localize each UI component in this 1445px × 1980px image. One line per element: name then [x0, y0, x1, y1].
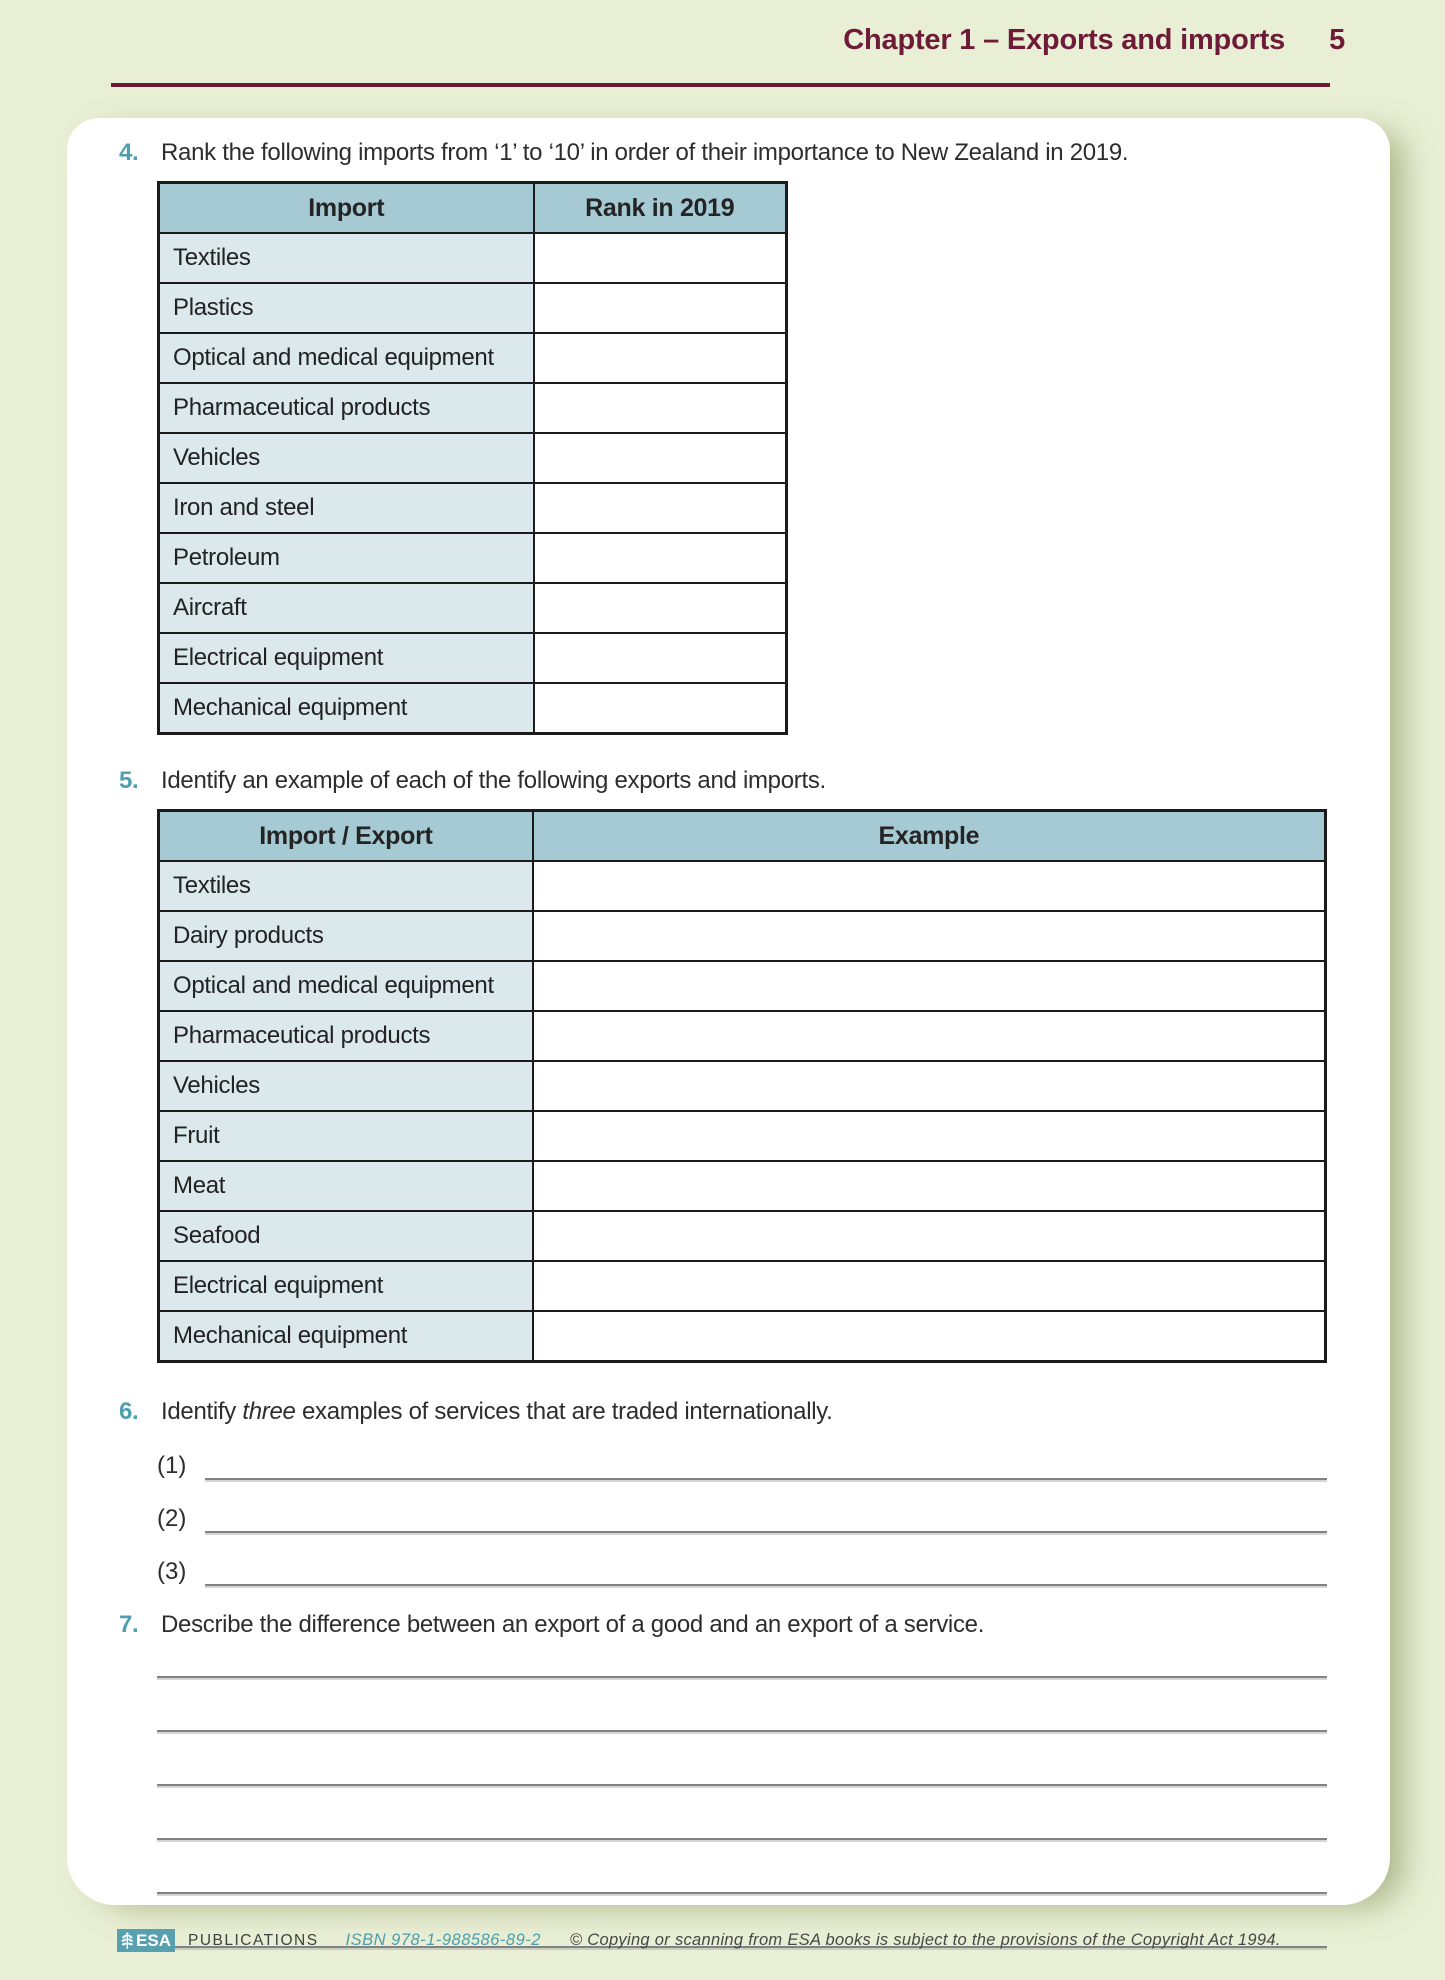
- item-label-cell: Textiles: [159, 861, 533, 911]
- imports-rank-table: [157, 181, 788, 735]
- table-row: [159, 911, 1326, 961]
- answer-row-1: [157, 1450, 1327, 1480]
- column-header-import-export: Import / Export: [159, 811, 533, 862]
- import-label-cell: Pharmaceutical products: [159, 383, 534, 433]
- answer-line: [205, 1554, 1327, 1586]
- example-answer-cell: [533, 1261, 1326, 1311]
- answer-label: (2): [157, 1505, 187, 1532]
- table-row: [159, 333, 787, 383]
- item-label-cell: Vehicles: [159, 1061, 533, 1111]
- import-export-example-table: [157, 809, 1327, 1363]
- fern-icon: [121, 1932, 134, 1949]
- question-5-number: 5.: [119, 767, 139, 794]
- example-answer-cell: [533, 961, 1326, 1011]
- import-label-cell: Plastics: [159, 283, 534, 333]
- example-answer-cell: [533, 1061, 1326, 1111]
- question-7: [119, 1610, 1327, 1640]
- rank-answer-cell: [534, 583, 787, 633]
- esa-logo-text: ESA: [136, 1930, 171, 1950]
- example-answer-cell: [533, 1161, 1326, 1211]
- import-label-cell: Optical and medical equipment: [159, 333, 534, 383]
- table-row: [159, 961, 1326, 1011]
- table-row: [159, 433, 787, 483]
- item-label-cell: Seafood: [159, 1211, 533, 1261]
- page-footer: [117, 1929, 1281, 1952]
- table-row: [159, 683, 787, 734]
- column-header-rank: Rank in 2019: [534, 183, 787, 234]
- table-header-row: [159, 811, 1326, 862]
- example-answer-cell: [533, 911, 1326, 961]
- answer-row-3: [157, 1556, 1327, 1586]
- rank-answer-cell: [534, 383, 787, 433]
- table-row: [159, 1061, 1326, 1111]
- example-answer-cell: [533, 1211, 1326, 1261]
- question-6-number: 6.: [119, 1398, 139, 1425]
- answer-label: (1): [157, 1452, 187, 1479]
- table-row: [159, 1161, 1326, 1211]
- item-label-cell: Mechanical equipment: [159, 1311, 533, 1362]
- table-row: [159, 533, 787, 583]
- table-row: [159, 1211, 1326, 1261]
- import-label-cell: Iron and steel: [159, 483, 534, 533]
- table-row: [159, 1261, 1326, 1311]
- item-label-cell: Fruit: [159, 1111, 533, 1161]
- item-label-cell: Pharmaceutical products: [159, 1011, 533, 1061]
- example-answer-cell: [533, 1011, 1326, 1061]
- esa-logo: [117, 1929, 175, 1952]
- question-4-number: 4.: [119, 139, 139, 166]
- question-4-text: Rank the following imports from ‘1’ to ‘10’ in order of their importance to New Zealand in 2019.: [161, 139, 1129, 166]
- import-label-cell: Electrical equipment: [159, 633, 534, 683]
- isbn: ISBN 978-1-988586-89-2: [345, 1931, 541, 1949]
- import-label-cell: Mechanical equipment: [159, 683, 534, 734]
- answer-line: [205, 1448, 1327, 1480]
- answer-row-2: [157, 1503, 1327, 1533]
- rank-answer-cell: [534, 533, 787, 583]
- question-4: [119, 138, 1327, 168]
- table-row: [159, 483, 787, 533]
- rank-answer-cell: [534, 433, 787, 483]
- answer-line: [157, 1840, 1327, 1894]
- header-rule: [111, 83, 1330, 87]
- item-label-cell: Electrical equipment: [159, 1261, 533, 1311]
- answer-line: [205, 1501, 1327, 1533]
- import-label-cell: Vehicles: [159, 433, 534, 483]
- answer-line: [157, 1732, 1327, 1786]
- page-header: [0, 24, 1345, 57]
- rank-answer-cell: [534, 283, 787, 333]
- content-card: [67, 118, 1390, 1905]
- column-header-example: Example: [533, 811, 1326, 862]
- import-label-cell: Petroleum: [159, 533, 534, 583]
- table-row: [159, 633, 787, 683]
- question-7-text: Describe the difference between an export of a good and an export of a service.: [161, 1611, 985, 1638]
- item-label-cell: Dairy products: [159, 911, 533, 961]
- rank-answer-cell: [534, 333, 787, 383]
- table-row: [159, 1011, 1326, 1061]
- example-answer-cell: [533, 1311, 1326, 1362]
- rank-answer-cell: [534, 233, 787, 283]
- table-row: [159, 233, 787, 283]
- item-label-cell: Optical and medical equipment: [159, 961, 533, 1011]
- import-label-cell: Aircraft: [159, 583, 534, 633]
- import-label-cell: Textiles: [159, 233, 534, 283]
- question-6: [119, 1397, 1327, 1427]
- example-answer-cell: [533, 861, 1326, 911]
- answer-line: [157, 1678, 1327, 1732]
- question-6-text: Identify three examples of services that are traded internationally.: [161, 1398, 833, 1425]
- rank-answer-cell: [534, 633, 787, 683]
- copyright-notice: © Copying or scanning from ESA books is subject to the provisions of the Copyright Act 1994.: [569, 1931, 1281, 1949]
- table-row: [159, 861, 1326, 911]
- table-row: [159, 383, 787, 433]
- question-5-text: Identify an example of each of the following exports and imports.: [161, 767, 826, 794]
- answer-line: [157, 1786, 1327, 1840]
- answer-line: [157, 1640, 1327, 1678]
- answer-label: (3): [157, 1558, 187, 1585]
- page-number: 5: [1329, 24, 1345, 56]
- publisher-name: PUBLICATIONS: [188, 1931, 319, 1949]
- question-5: [119, 766, 1327, 796]
- table-row: [159, 283, 787, 333]
- table-row: [159, 1111, 1326, 1161]
- chapter-title: Chapter 1 – Exports and imports: [843, 24, 1286, 56]
- example-answer-cell: [533, 1111, 1326, 1161]
- table-row: [159, 583, 787, 633]
- rank-answer-cell: [534, 483, 787, 533]
- question-7-number: 7.: [119, 1611, 139, 1638]
- rank-answer-cell: [534, 683, 787, 734]
- column-header-import: Import: [159, 183, 534, 234]
- table-header-row: [159, 183, 787, 234]
- table-row: [159, 1311, 1326, 1362]
- item-label-cell: Meat: [159, 1161, 533, 1211]
